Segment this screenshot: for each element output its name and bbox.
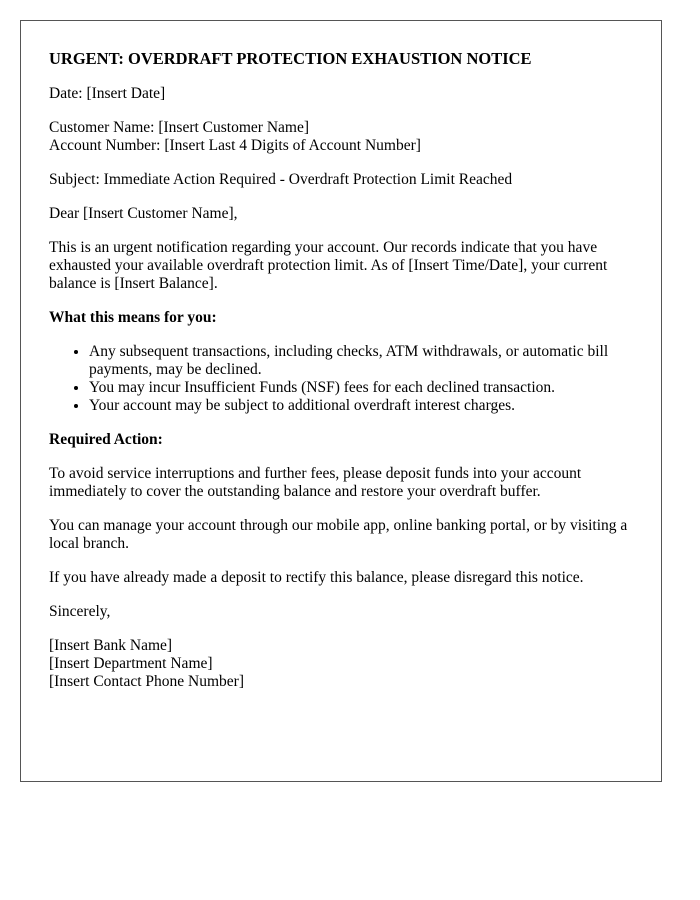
notice-subject: Subject: Immediate Action Required - Overdraft Protection Limit Reached [49, 171, 513, 188]
manage-paragraph: You can manage your account through our mobile app, online banking portal, or by visiting a local branch. [49, 517, 628, 552]
notice-date: Date: [Insert Date] [49, 85, 166, 102]
list-item: • Any subsequent transactions, including checks, ATM withdrawals, or automatic bill payments, may be declined. [89, 343, 633, 379]
intro-paragraph: This is an urgent notification regarding your account. Our records indicate that you have exhausted your available overdraft protection limit. As of [Insert Time/Date], your current balance is [Insert Balance]. [49, 239, 608, 292]
customer-name: Customer Name: [Insert Customer Name] [49, 119, 309, 136]
notice-title: URGENT: OVERDRAFT PROTECTION EXHAUSTION NOTICE [49, 49, 532, 68]
list-item: • Your account may be subject to additional overdraft interest charges. [89, 397, 633, 415]
action-heading: Required Action: [49, 431, 163, 448]
action-paragraph: To avoid service interruptions and further fees, please deposit funds into your account immediately to cover the outstanding balance and restore your overdraft buffer. [49, 465, 582, 500]
list-item: • You may incur Insufficient Funds (NSF) fees for each declined transaction. [89, 379, 633, 397]
consequences-list [49, 343, 633, 415]
closing: Sincerely, [49, 603, 111, 620]
notice-letter [20, 20, 662, 782]
department-name: [Insert Department Name] [49, 655, 213, 672]
account-number: Account Number: [Insert Last 4 Digits of Account Number] [49, 137, 421, 154]
signature-block [49, 637, 633, 691]
contact-phone: [Insert Contact Phone Number] [49, 673, 244, 690]
bank-name: [Insert Bank Name] [49, 637, 173, 654]
customer-info [49, 119, 633, 155]
salutation: Dear [Insert Customer Name], [49, 205, 238, 222]
meaning-heading: What this means for you: [49, 309, 217, 326]
disregard-paragraph: If you have already made a deposit to rectify this balance, please disregard this notice. [49, 569, 584, 586]
